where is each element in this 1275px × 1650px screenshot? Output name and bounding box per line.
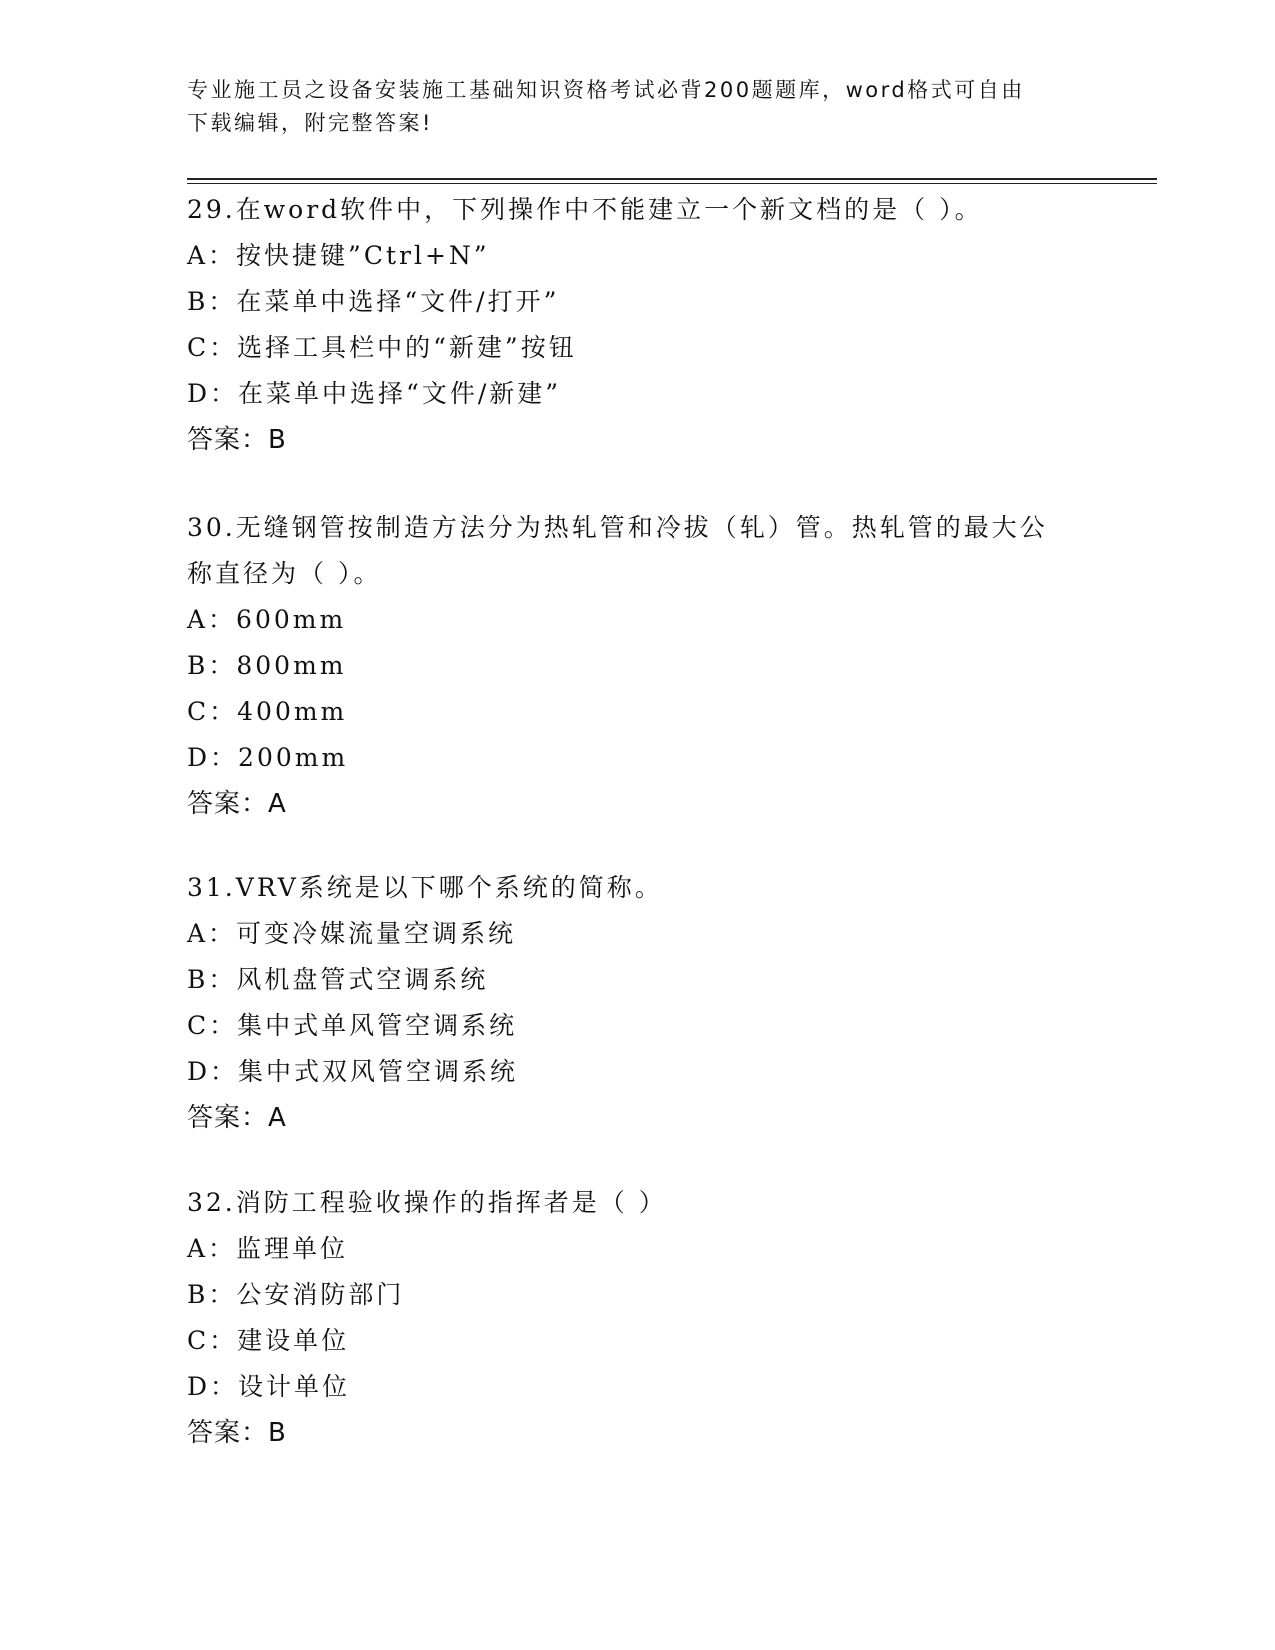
answer-value: B <box>268 425 287 455</box>
answer-line <box>187 781 1087 827</box>
option-c: C：集中式单风管空调系统 <box>187 1011 518 1040</box>
answer-label: 答案： <box>187 425 269 455</box>
option-d: D：集中式双风管空调系统 <box>187 1057 519 1086</box>
option-d: D：200mm <box>187 743 349 772</box>
answer-label: 答案： <box>187 1418 269 1448</box>
answer-line <box>187 417 1087 463</box>
document-header <box>187 74 1087 140</box>
question-stem-line-1: 30.无缝钢管按制造方法分为热轧管和冷拔（轧）管。热轧管的最大公 <box>187 513 1048 542</box>
answer-line <box>187 1095 1087 1141</box>
option-c: C：建设单位 <box>187 1326 350 1355</box>
question-31 <box>187 865 1087 1141</box>
answer-value: B <box>268 1418 287 1448</box>
answer-value: A <box>268 1103 287 1133</box>
question-29 <box>187 187 1087 463</box>
option-a: A：可变冷媒流量空调系统 <box>187 919 517 948</box>
question-stem: 32.消防工程验收操作的指挥者是（ ） <box>187 1188 667 1217</box>
option-b: B：在菜单中选择“文件/打开” <box>187 287 560 316</box>
option-b: B：公安消防部门 <box>187 1280 405 1309</box>
header-line-2: 下载编辑，附完整答案! <box>187 111 433 135</box>
answer-value: A <box>268 789 287 819</box>
answer-label: 答案： <box>187 1103 269 1133</box>
header-divider-thick <box>187 178 1157 180</box>
question-stem: 31.VRV系统是以下哪个系统的简称。 <box>187 873 663 902</box>
option-c: C：400mm <box>187 697 348 726</box>
answer-line <box>187 1410 1087 1456</box>
option-b: B：风机盘管式空调系统 <box>187 965 489 994</box>
question-stem-line-2: 称直径为（ ）。 <box>187 559 382 588</box>
option-b: B：800mm <box>187 651 347 680</box>
option-a: A：按快捷键”Ctrl+N” <box>187 241 490 270</box>
option-a: A：监理单位 <box>187 1234 349 1263</box>
question-stem: 29.在word软件中，下列操作中不能建立一个新文档的是（ ）。 <box>187 195 983 224</box>
option-d: D：设计单位 <box>187 1372 351 1401</box>
option-c: C：选择工具栏中的“新建”按钮 <box>187 333 577 362</box>
header-line-1: 专业施工员之设备安装施工基础知识资格考试必背200题题库，word格式可自由 <box>187 78 1025 102</box>
option-a: A：600mm <box>187 605 347 634</box>
question-32 <box>187 1180 1087 1456</box>
question-30 <box>187 505 1087 827</box>
option-d: D：在菜单中选择“文件/新建” <box>187 379 562 408</box>
answer-label: 答案： <box>187 789 269 819</box>
header-divider-thin <box>187 183 1157 184</box>
